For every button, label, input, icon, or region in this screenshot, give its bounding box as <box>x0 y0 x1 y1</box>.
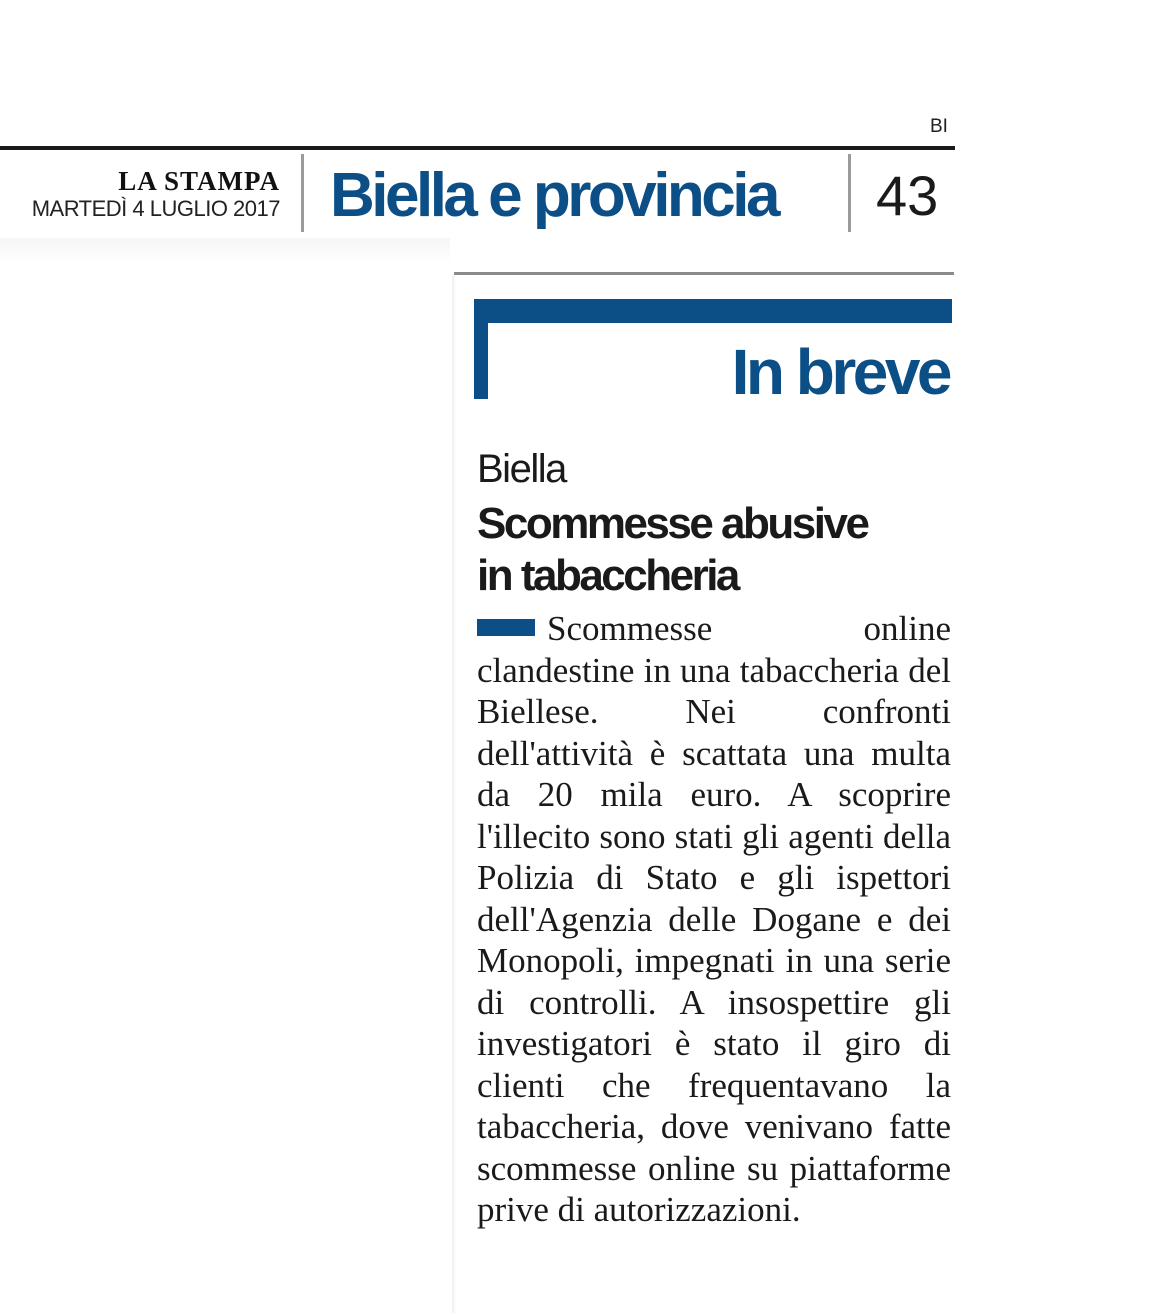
issue-date: MARTEDÌ 4 LUGLIO 2017 <box>31 196 280 221</box>
header-shadow <box>0 238 450 264</box>
article-kicker: Biella <box>477 447 566 491</box>
column-header-bar <box>474 299 952 323</box>
top-rule <box>0 146 955 150</box>
column-top-rule <box>454 272 954 275</box>
lead-marker <box>477 619 535 636</box>
column-edge <box>452 276 456 1313</box>
masthead <box>0 166 280 222</box>
article-body-text: Scommesse online clandestine in una tabaccheria del Biellese. Nei confronti dell'attività è scattata una multa da 20 mila euro. A scoprire l'illecito sono stati gli agenti della Polizia di Stato e gli ispettori dell'Agenzia delle Dogane e dei Monopoli, impegnati in una serie di controlli. A insospettire gli investigatori è stato il giro di clienti che frequentavano la tabaccheria, dove venivano fatte scommesse online su piattaforme prive di autorizzazioni. <box>477 609 951 1229</box>
article-body <box>477 608 951 1231</box>
edition-code: BI <box>930 116 948 137</box>
newspaper-name: LA STAMPA <box>118 166 280 196</box>
header-divider-left <box>301 154 304 232</box>
section-title: Biella e provincia <box>330 161 777 230</box>
page-number: 43 <box>876 164 939 227</box>
column-header-bracket-inner <box>488 323 498 399</box>
header-divider-right <box>848 154 851 232</box>
headline-line-2: in tabaccheria <box>477 551 738 600</box>
column-title: In breve <box>731 336 949 408</box>
headline-line-1: Scommesse abusive <box>477 499 868 548</box>
article-headline <box>477 498 957 602</box>
